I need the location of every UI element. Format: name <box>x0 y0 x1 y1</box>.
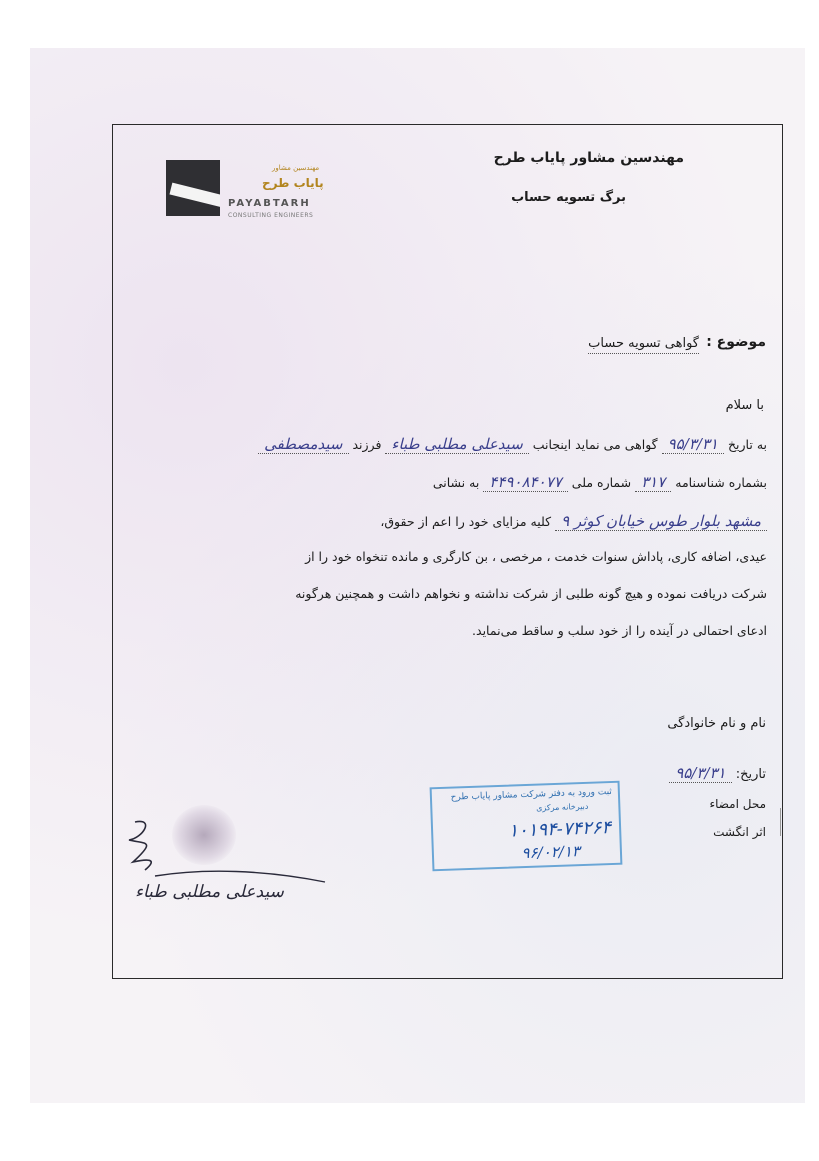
logo-icon <box>166 160 220 216</box>
company-name: مهندسین مشاور پایاب طرح <box>493 150 684 166</box>
stamp-title: ثبت ورود به دفتر شرکت مشاور پایاب طرح <box>450 786 613 803</box>
date-intro: به تاریخ <box>727 437 767 452</box>
date-value: ۹۵/۳/۳۱ <box>669 764 731 783</box>
footer-date <box>669 764 766 782</box>
logo-name-en: PAYABTARH <box>228 198 311 209</box>
declaration-date: ۹۵/۳/۳۱ <box>662 435 724 454</box>
stamp-subtitle: دبیرخانه مرکزی <box>535 801 589 813</box>
date-label: تاریخ: <box>735 767 766 782</box>
declaration-text: گواهی می نماید اینجانب <box>532 437 658 452</box>
stamp-date: ۹۶/۰۲/۱۳ <box>521 842 581 863</box>
logo-subtitle: CONSULTING ENGINEERS <box>228 212 314 219</box>
signature-name: سیدعلی مطلبی طباء <box>135 882 284 902</box>
body-line-2 <box>433 473 767 491</box>
body-line-3 <box>380 512 767 530</box>
stamp-number: ۱۰۱۹۴-۷۴۲۶۴ <box>508 817 612 842</box>
national-number: ۴۴۹۰۸۴۰۷۷ <box>483 473 568 492</box>
subject-text: گواهی تسویه حساب <box>588 336 699 354</box>
thumbprint-label: اثر انگشت <box>713 825 766 839</box>
registration-stamp <box>430 781 623 872</box>
body-line-1 <box>258 435 767 453</box>
logo-small-text: مهندسین مشاور <box>272 164 320 172</box>
signature-label: محل امضاء <box>709 797 766 811</box>
body-line-6: ادعای احتمالی در آینده را از خود سلب و ساقط می‌نماید. <box>472 623 767 638</box>
child-of-label: فرزند <box>352 437 382 452</box>
address-label: به نشانی <box>432 475 480 490</box>
id-number-label: بشماره شناسنامه <box>675 475 767 490</box>
id-number: ۳۱۷ <box>635 473 671 492</box>
signature <box>115 810 335 920</box>
body-line-5: شرکت دریافت نموده و هیچ گونه طلبی از شرکت نداشته و نخواهم داشت و همچنین هرگونه <box>295 586 767 601</box>
name-label: نام و نام خانوادگی <box>667 716 766 731</box>
address-value: مشهد بلوار طوس خیابان کوثر ۹ <box>555 512 767 531</box>
father-name: سیدمصطفی <box>258 435 348 454</box>
body-line-4: عیدی، اضافه کاری، پاداش سنوات خدمت ، مرخصی ، بن کارگری و مانده تنخواه خود را از <box>305 549 767 564</box>
body-text-3: کلیه مزایای خود را اعم از حقوق، <box>380 514 552 529</box>
subject-label: موضوع : <box>706 334 766 350</box>
employee-name: سیدعلی مطلبی طباء <box>385 435 528 454</box>
margin-mark <box>780 808 781 836</box>
greeting: با سلام <box>725 398 764 413</box>
logo-name-fa: پایاب طرح <box>262 176 324 190</box>
national-number-label: شماره ملی <box>571 475 632 490</box>
form-title: برگ تسویه حساب <box>511 190 626 205</box>
